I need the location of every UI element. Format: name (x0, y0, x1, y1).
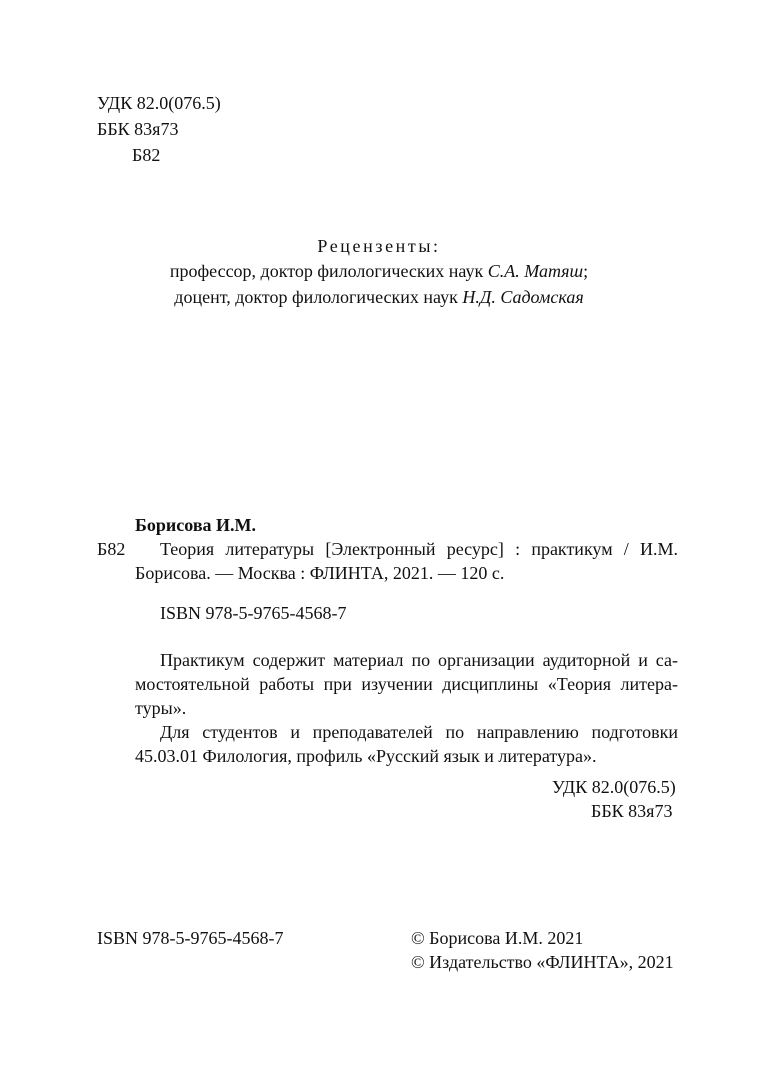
record-udk-code: УДК 82.0(076.5) (552, 777, 676, 797)
reviewer-1-position: профессор, доктор филологических наук (169, 261, 484, 281)
annotation-p2-line-1: Для студентов и преподавателей по направлению подготовки (160, 722, 678, 742)
reviewer-2-name: Н.Д. Садомская (462, 287, 584, 307)
record-title-line-1: Теория литературы [Электронный ресурс] : практикум / И.М. (160, 539, 678, 559)
copyright-publisher: © Издательство «ФЛИНТА», 2021 (411, 952, 674, 972)
annotation-p2-line-2: 45.03.01 Филология, профиль «Русский язык и литература». (135, 746, 597, 766)
reviewer-1-end: ; (583, 261, 589, 281)
annotation-p1-line-3: туры». (135, 698, 187, 718)
record-title-line-2: Борисова. — Москва : ФЛИНТА, 2021. — 120 с. (135, 563, 505, 583)
record-mark: Б82 (97, 539, 126, 559)
bbk-code: ББК 83я73 (97, 119, 179, 139)
copyright-author: © Борисова И.М. 2021 (411, 928, 584, 948)
reviewers-title: Рецензенты: (317, 236, 441, 256)
reviewer-2-position: доцент, доктор филологических наук (174, 287, 458, 307)
annotation-p1-line-2: мостоятельной работы при изучении дисциплины «Теория литера- (135, 674, 678, 694)
record-author (135, 513, 256, 537)
udk-code: УДК 82.0(076.5) (97, 93, 221, 113)
reviewer-2 (0, 285, 758, 309)
author-mark: Б82 (132, 145, 161, 165)
annotation-p1-line-1: Практикум содержит материал по организации аудиторной и са- (160, 650, 678, 670)
reviewer-1 (0, 259, 758, 283)
record-isbn: ISBN 978-5-9765-4568-7 (160, 603, 347, 623)
record-bbk-code: ББК 83я73 (591, 801, 673, 821)
record-author-text: Борисова И.М. (135, 515, 257, 535)
reviewer-1-name: С.А. Матяш (487, 261, 584, 281)
footer-isbn: ISBN 978-5-9765-4568-7 (97, 928, 284, 948)
